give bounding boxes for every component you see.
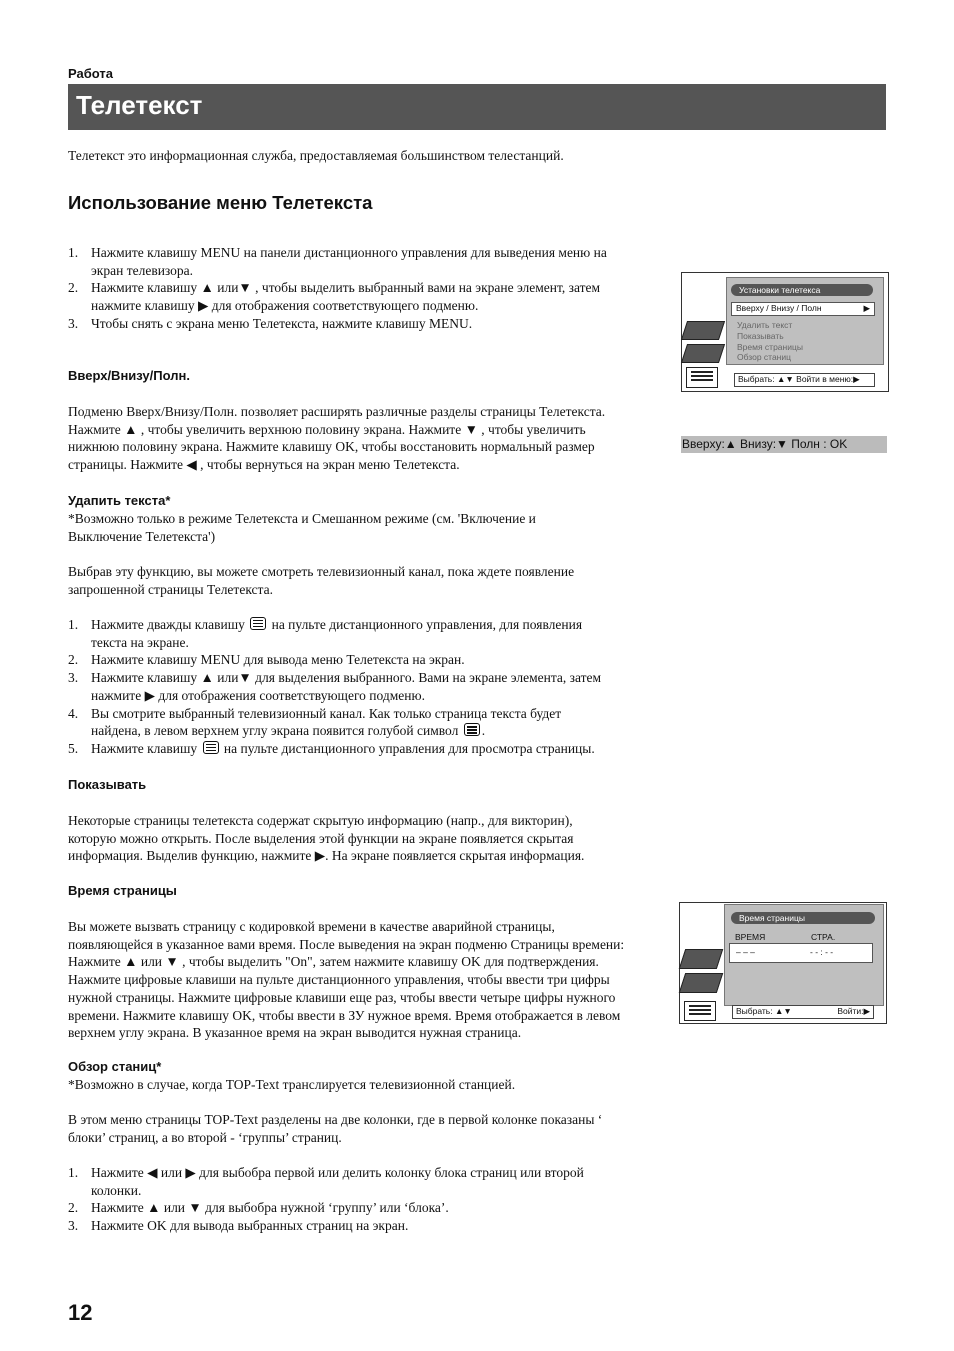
list-item: 1. Нажмите дважды клавишу на пульте дистанционного управления, для появления текста на экране.	[68, 617, 583, 650]
menu-item[interactable]: Показывать	[737, 330, 784, 341]
list-item: 2. Нажмите ▲ или ▼ для выбобра нужной ‘группу’ или ‘блока’.	[68, 1200, 449, 1216]
teletext-icon	[250, 617, 266, 630]
teletext-icon	[464, 723, 480, 736]
time-input-row[interactable]	[729, 943, 873, 963]
menu-steps	[68, 244, 666, 333]
menu-heading: Использование меню Телетекста	[68, 192, 373, 213]
page-time-panel	[679, 902, 887, 1024]
menu-screen	[726, 277, 884, 365]
list-item: 4. Вы смотрите выбранный телевизионный канал. Как только страница текста будет найдена, в левом верхнем углу экрана появится голубой символ .	[68, 705, 562, 739]
sound-tab-icon	[681, 344, 725, 363]
list-item: 3. Чтобы снять с экрана меню Телетекста, нажмите клавишу MENU.	[68, 315, 473, 331]
obzor-desc: В этом меню страницы TOP-Text разделены на две колонки, где в первой колонке показаны ‘ блоки’ страниц, а во второй - ‘группы’ страниц.	[68, 1112, 603, 1145]
pokazyvat-heading: Показывать	[68, 777, 147, 792]
menu-item[interactable]: Обзор станиц	[737, 352, 791, 363]
page-number: 12	[68, 1300, 93, 1325]
udalit-heading: Удапить текста*	[68, 493, 171, 508]
menu-item[interactable]: Время страницы	[737, 341, 803, 352]
menu-item[interactable]: Удалить текст	[737, 320, 793, 330]
picture-tab-icon	[679, 949, 723, 969]
udalit-desc: Выбрав эту функцию, вы можете смотреть телевизионный канал, пока ждете появление запрошенной страницы Телетекста.	[68, 564, 575, 597]
section-label: Работа	[68, 66, 113, 81]
teletext-settings-panel	[681, 272, 889, 392]
list-item: 2. Нажмите клавишу ▲ или▼ , чтобы выделить выбранный вами на экране элемент, затем нажмите клавишу ▶ для отображения соответствующего подменю.	[68, 280, 601, 314]
teletext-tab-icon	[684, 1001, 716, 1021]
udalit-steps	[68, 616, 666, 758]
time-input[interactable]: – – –	[736, 947, 755, 957]
teletext-icon	[203, 741, 219, 754]
menu-title: Время страницы	[731, 912, 875, 924]
list-item: 3. Нажмите клавишу ▲ или▼ для выделения выбранного. Вами на экране элемента, затем нажмите ▶ для отображения соответствующего подменю.	[68, 670, 602, 703]
menu-items	[737, 320, 803, 363]
menu-item-selected[interactable]: Вверху / Внизу / Полн ▶	[731, 302, 875, 316]
teletext-tab-icon	[686, 367, 718, 388]
vverh-text: Подменю Вверх/Внизу/Полн. позволяет расширять различные разделы страницы Телетекста. Нажмите ▲ , чтобы увеличить верхнюю половину экрана. Нажмите ▼ , чтобы увеличить нижнюю половину экрана. Нажмите клавишу OK, чтобы восстановить нормальный размер страницы. Нажмите ◀ , чтобы вернуться на экран меню Телетекста.	[68, 404, 606, 473]
vremya-text: Вы можете вызвать страницу с кодировкой времени в качестве аварийной страницы, появляющейся в указанное вами время. После выведения на экран подменю Страницы времени: Нажмите ▲ или ▼ , чтобы выделить "On", затем нажмите клавишу OK для подтверждения. Нажмите цифровые клавиши на пульте дистанционного управления, чтобы ввести три цифры нужной страницы. Нажмите цифровые клавиши еще раз, чтобы ввести четыре цифры нужного времени. Нажмите клавишу OK, чтобы ввести в ЗУ нужное время. Время отображается в левом верхнем углу экрана. В указанное время на экран выводится нужная страница.	[68, 919, 625, 1041]
vverh-status-bar: Вверху:▲ Внизу:▼ Полн : OK	[681, 436, 887, 453]
intro-text: Телетекст это информационная служба, предоставляемая большинством телестанций.	[68, 148, 564, 163]
menu-footer: Выбрать: ▲▼ Войти:▶	[732, 1005, 874, 1019]
list-item: 3. Нажмите OK для вывода выбранных страниц на экран.	[68, 1218, 409, 1234]
sound-tab-icon	[679, 973, 723, 993]
obzor-steps	[68, 1164, 666, 1235]
vverh-heading: Вверх/Внизу/Полн.	[68, 368, 190, 383]
list-item: 2. Нажмите клавишу MENU для вывода меню Телетекста на экран.	[68, 652, 465, 668]
title-bar	[68, 84, 886, 130]
pokazyvat-text: Некоторые страницы телетекста содержат скрытую информацию (напр., для викторин), которую можно открыть. После выделения этой функции на экране появляется скрытая информация. Выделив функцию, нажмите ▶. На экране появляется скрытая информация.	[68, 813, 585, 864]
page-column-label: СТРА.	[811, 932, 836, 942]
list-item: 1. Нажмите клавишу MENU на панели дистанционного управления для выведения меню на экран телевизора.	[68, 245, 607, 278]
vremya-heading: Время страницы	[68, 883, 177, 898]
udalit-note: *Возможно только в режиме Телетекста и Смешанном режиме (см. 'Включение и Выключение Телетекста')	[68, 511, 536, 544]
obzor-note: *Возможно в случае, когда TOP-Text транслируется телевизионной станцией.	[68, 1077, 516, 1092]
list-item: 1. Нажмите ◀ или ▶ для выбобра первой или делить колонку блока страниц или второй колонки.	[68, 1165, 584, 1198]
time-column-label: ВРЕМЯ	[735, 932, 766, 942]
page-input[interactable]: - - : - -	[810, 947, 834, 957]
obzor-heading: Обзор станиц*	[68, 1059, 162, 1074]
menu-screen	[724, 904, 884, 1006]
menu-footer: Выбрать: ▲▼ Войти в меню:▶	[734, 373, 875, 387]
menu-title: Установки телетекса	[731, 284, 873, 296]
list-item: 5. Нажмите клавишу на пульте дистанционного управления для просмотра страницы.	[68, 740, 595, 756]
arrow-right-icon: ▶	[863, 303, 870, 313]
page-title: Телетекст	[76, 90, 203, 120]
picture-tab-icon	[681, 321, 725, 340]
